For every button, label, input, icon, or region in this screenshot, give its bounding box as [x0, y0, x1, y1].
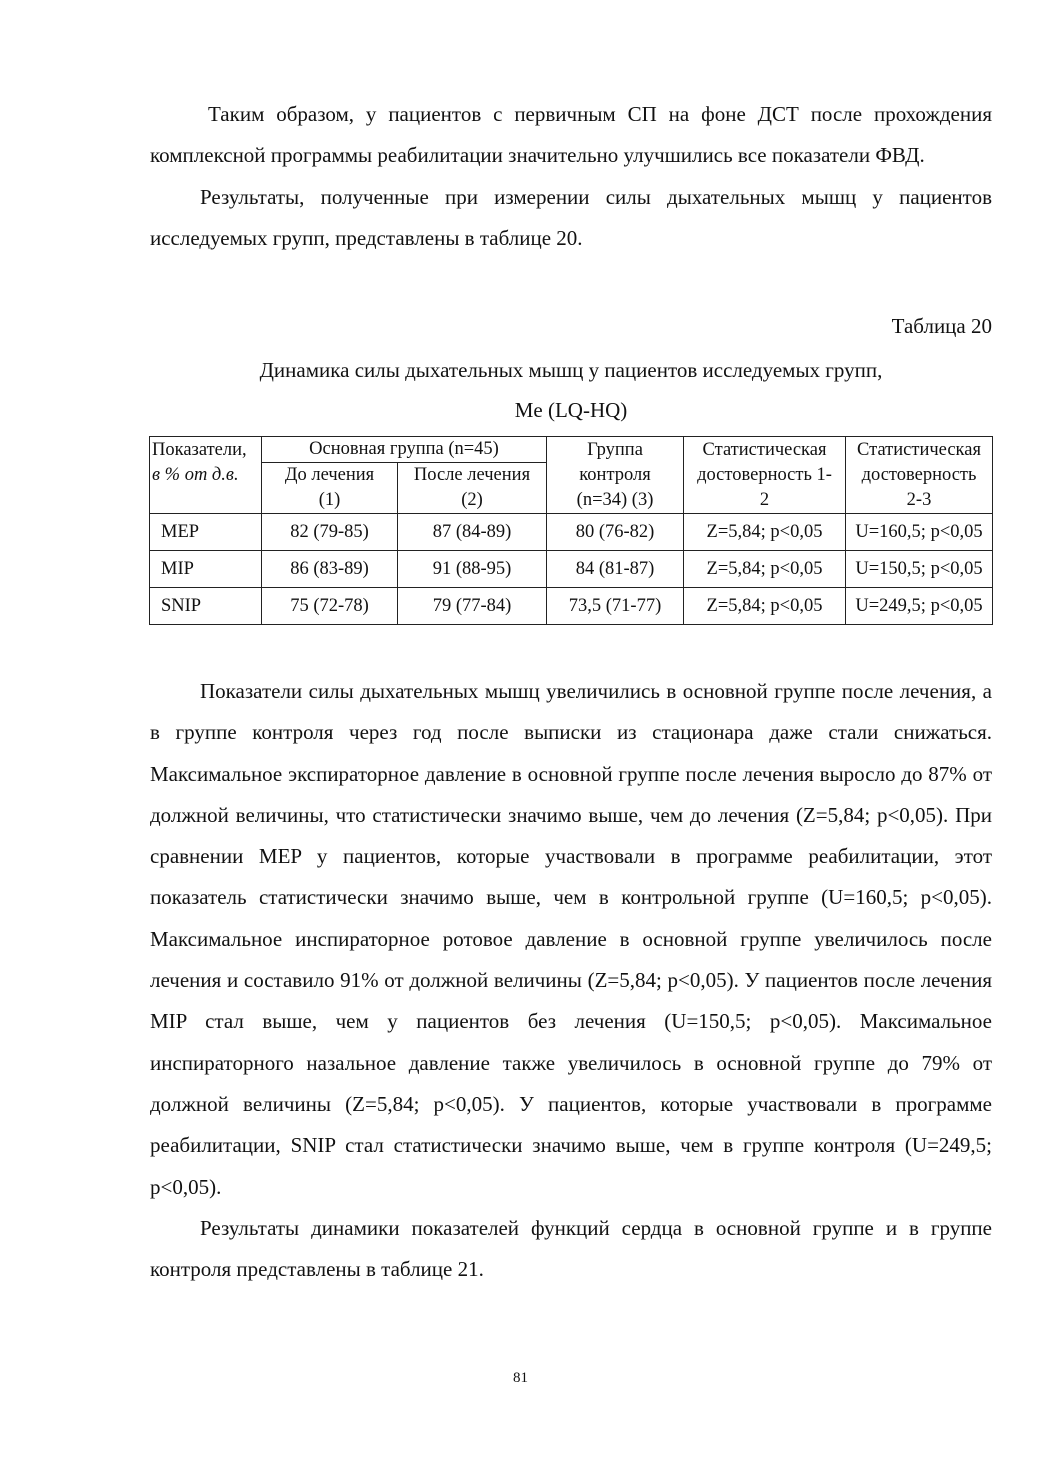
table-row: [150, 588, 993, 625]
header-after: После лечения (2): [398, 463, 547, 514]
paragraph: Результаты, полученные при измерении силы дыхательных мышц у пациентов исследуемых групп, представлены в таблице 20.: [150, 184, 992, 250]
paragraph: Показатели силы дыхательных мышц увеличились в основной группе после лечения, а в группе контроля через год после выписки из стационара даже стали снижаться. Максимальное экспираторное давление в основной группе после лечения выросло до 87% от должной величины, что статистически значимо выше, чем до лечения (Z=5,84; p<0,05). При сравнении MEP у пациентов, которые участвовали в программе реабилитации, этот показатель статистически значимо выше, чем в контрольной группе (U=160,5; p<0,05). Максимальное инспираторное ротовое давление в основной группе увеличилось после лечения и составило 91% от должной величины (Z=5,84; p<0,05). У пациентов после лечения MIP стал выше, чем у пациентов без лечения (U=150,5; p<0,05). Максимальное инспираторного назальное давление также увеличилось в основной группе до 79% от должной величины (Z=5,84; p<0,05). У пациентов, которые участвовали в программе реабилитации, SNIP стал статистически значимо выше, чем в группе контроля (U=249,5; p<0,05).: [150, 679, 992, 1199]
table-row: [150, 514, 993, 551]
table-caption: [150, 350, 992, 430]
header-indicator-unit: в % от д.в.: [152, 464, 239, 485]
header-stat-1-2: Статистическая достоверность 1- 2: [684, 437, 846, 514]
cell-after: 91 (88-95): [398, 551, 547, 588]
cell-stat-2-3: U=150,5; p<0,05: [846, 551, 993, 588]
table-caption-line: Динамика силы дыхательных мышц у пациентов исследуемых групп,: [259, 358, 883, 382]
text-block-top: [150, 94, 992, 259]
page-number: 81: [513, 1370, 528, 1386]
cell-after: 79 (77-84): [398, 588, 547, 625]
header-before: До лечения (1): [262, 463, 398, 514]
cell-before: 75 (72-78): [262, 588, 398, 625]
cell-stat-1-2: Z=5,84; p<0,05: [684, 588, 846, 625]
cell-before: 82 (79-85): [262, 514, 398, 551]
header-main-group: Основная группа (n=45): [262, 437, 547, 463]
data-table: [149, 436, 993, 625]
cell-indicator: MIP: [150, 551, 262, 588]
table-label: Таблица 20: [891, 314, 992, 338]
table-header-row: [150, 437, 993, 463]
cell-after: 87 (84-89): [398, 514, 547, 551]
cell-before: 86 (83-89): [262, 551, 398, 588]
paragraph: Результаты динамики показателей функций сердца в основной группе и в группе контроля представлены в таблице 21.: [150, 1215, 992, 1282]
cell-stat-2-3: U=160,5; p<0,05: [846, 514, 993, 551]
header-indicator-line: Показатели,: [152, 439, 247, 460]
text-block-bottom: [150, 671, 992, 1290]
cell-stat-2-3: U=249,5; p<0,05: [846, 588, 993, 625]
header-indicator: [150, 437, 262, 514]
cell-control: 80 (76-82): [547, 514, 684, 551]
cell-control: 84 (81-87): [547, 551, 684, 588]
cell-stat-1-2: Z=5,84; p<0,05: [684, 514, 846, 551]
header-stat-2-3: Статистическая достоверность 2-3: [846, 437, 993, 514]
table-row: [150, 551, 993, 588]
cell-indicator: MEP: [150, 514, 262, 551]
cell-stat-1-2: Z=5,84; p<0,05: [684, 551, 846, 588]
cell-indicator: SNIP: [150, 588, 262, 625]
table-caption-line: Me (LQ-HQ): [514, 398, 628, 422]
header-control: Группа контроля (n=34) (3): [547, 437, 684, 514]
cell-control: 73,5 (71-77): [547, 588, 684, 625]
paragraph: Таким образом, у пациентов с первичным СП на фоне ДСТ после прохождения комплексной программы реабилитации значительно улучшились все показатели ФВД.: [150, 102, 992, 168]
